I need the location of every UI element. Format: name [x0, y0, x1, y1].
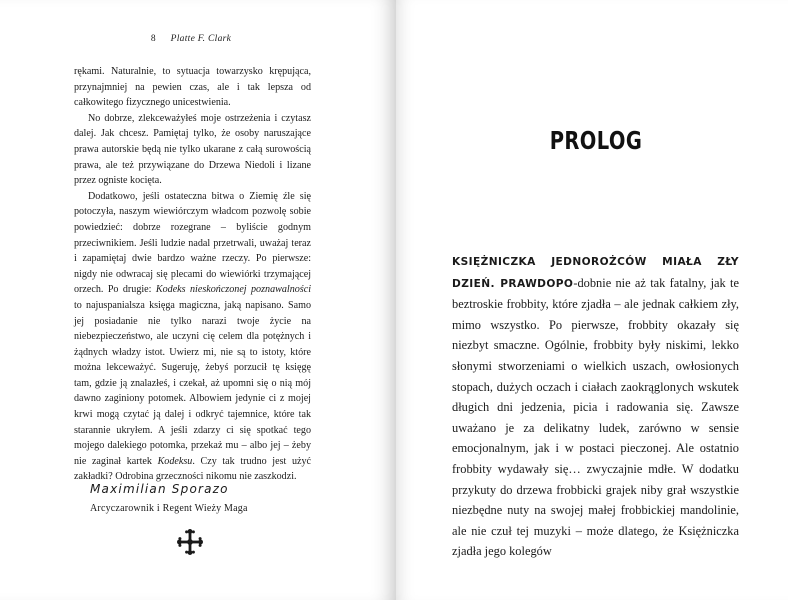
opening-small-caps: KSIĘŻNICZKA JEDNOROŻCÓW MIAŁA ZŁY DZIEŃ. PRAWDOPO	[452, 256, 739, 290]
paragraph-text: dobnie nie aż tak fatalny, jak te beztroskie frobbity, które zjadła – ale jednak całkiem zły, mimo wszystko. Po pierwsze, frobbity okazały się niezbyt smaczne. Ogólnie, frobbity były niskimi, lekko słonymi stworzeniami o wielkich uszach, owłosionych stopach, dużych oczach i ciałach zaokrąglonych wskutek długich dni jedzenia, picia i radowania się. Zawsze uważano je za delikatny ludek, zarówno w sensie emocjonalnym, jak i w postaci pieczonej. Ale ostatnio frobbity wydawały się… zwyczajnie mdłe. W dodatku przykuty do drzewa frobbicki grajek niby grał wszystkie niezbędne nuty na swojej małej frobbickiej mandolinie, ale nie czuł tej muzyki – może dlatego, że Księżniczka zjadła jego kolegów	[452, 275, 739, 559]
signature-title: Arcyczarownik i Regent Wieży Maga	[90, 503, 248, 514]
paragraph-text: to najuspanialsza księga magiczna, jaką napisano. Samo jej posiadanie nie tylko narazi twoje życie na niebezpieczeństwo, ale uczyni cię celem dla potężnych i żądnych władzy istot. Uwierz mi, nie są to istoty, które można lekceważyć. Sugeruję, żebyś porzucił tę księgę tam, gdzie ją znalazłeś, i czekał, aż upomni się o nią mój dawno zaginiony potomek. Albowiem jedynie ci z mojej krwi mogą czytać ją dalej i odkryć tajemnice, które tak starannie ukryłem. A jeśli zdarzy ci się spotkać tego mojego dalekiego potomka, przekaż mu – albo jej – żeby nie zaginał kartek	[74, 299, 311, 467]
book-title-italic: Kodeks nieskończonej poznawalności	[155, 284, 312, 296]
paragraph: rękami. Naturalnie, to sytuacja towarzysko krępująca, przynajmniej na pewien czas, ale i tak lepsza od całkowitego fizycznego unicestwienia.	[74, 66, 311, 109]
left-page-body	[74, 64, 311, 485]
cross-fleury-ornament-icon	[176, 528, 204, 556]
paragraph: No dobrze, zlekceważyłeś moje ostrzeżenia i czytasz dalej. Jak chcesz. Pamiętaj tylko, że osoby naruszające prawa autorskie będą nie tylko ukarane z całą surowością prawa, ale też przywiązane do Drzewa Niedoli i lizane przez ogniste kocięta.	[74, 112, 311, 187]
running-head	[72, 34, 310, 44]
signature-name: Maximilian Sporazo	[90, 482, 229, 496]
book-title-short: Kodeksu	[157, 455, 193, 467]
chapter-title: PROLOG	[549, 126, 643, 155]
paragraph	[74, 189, 311, 485]
right-page-body	[452, 251, 739, 562]
paragraph-text: Dodatkowo, jeśli ostateczna bitwa o Ziemię źle się potoczyła, naszym wiewiórczym władcom pozwolę sobie powiedzieć: dobrze rozegrane – byliście godnym przeciwnikiem. Jeśli ludzie nadal przetrwali, uważaj teraz i zapamiętaj dwie bardzo ważne rzeczy. Po pierwsze: nigdy nie odwracaj się plecami do wiewiórki trzymającej orzech. Po drugie:	[74, 190, 311, 296]
paragraph: KSIĘŻNICZKA JEDNOROŻCÓW MIAŁA ZŁY DZIEŃ. PRAWDOPO-dobnie nie aż tak fatalny, jak te beztroskie frobbity, które zjadła – ale jednak całkiem zły, mimo wszystko. Po pierwsze, frobbity okazały się niezbyt smaczne. Ogólnie, frobbity były niskimi, lekko słonymi stworzeniami o wielkich uszach, owłosionych stopach, dużych oczach i ciałach zaokrąglonych wskutek długich dni jedzenia, picia i radowania się. Zawsze uważano je za delikatny ludek, zarówno w sensie emocjonalnym, jak i w postaci pieczonej. Ale ostatnio frobbity wydawały się… zwyczajnie mdłe. W dodatku przykuty do drzewa frobbicki grajek niby grał wszystkie niezbędne nuty na swojej małej frobbickiej mandolinie, ale nie czuł tej muzyki – może dlatego, że Księżniczka zjadła jego kolegów	[452, 256, 739, 559]
paragraph-text: . Czy tak trudno jest użyć zakładki? Odrobina grzeczności nikomu nie zaszkodzi.	[74, 455, 311, 483]
page-number: 8	[150, 34, 156, 44]
running-head-author: Platte F. Clark	[170, 34, 232, 44]
